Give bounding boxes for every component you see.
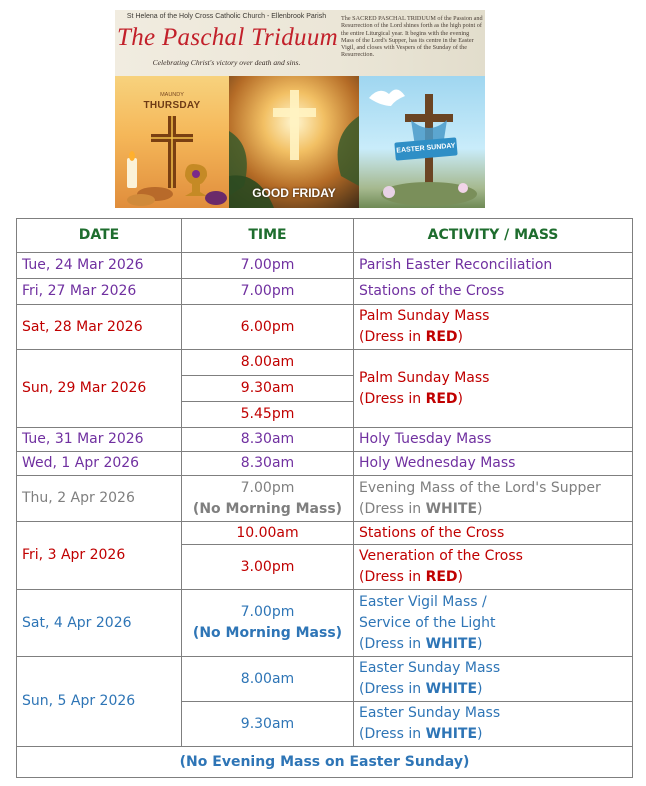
date-cell: Wed, 1 Apr 2026 bbox=[17, 452, 182, 476]
time-cell: 3.00pm bbox=[182, 545, 354, 590]
good-friday-image bbox=[229, 76, 359, 208]
activity-label: Palm Sunday Mass bbox=[359, 308, 490, 324]
time-cell: 8.00am bbox=[182, 657, 354, 702]
dress-suffix: ) bbox=[477, 681, 483, 697]
maundy-thursday-image bbox=[115, 76, 229, 208]
dress-color: RED bbox=[425, 390, 458, 407]
date-column-header: DATE bbox=[17, 219, 182, 253]
activity-cell: Holy Tuesday Mass bbox=[354, 428, 633, 452]
dress-suffix: ) bbox=[457, 569, 463, 585]
dress-suffix: ) bbox=[477, 726, 483, 742]
dress-prefix: (Dress in bbox=[359, 635, 426, 652]
activity-cell: Stations of the Cross bbox=[354, 522, 633, 545]
no-evening-mass-note: (No Evening Mass on Easter Sunday) bbox=[17, 747, 633, 778]
activity-label: Easter Sunday Mass bbox=[359, 705, 501, 721]
time-cell: 9.30am bbox=[182, 376, 354, 402]
table-row bbox=[17, 428, 633, 452]
easter-sunday-image bbox=[359, 76, 485, 208]
time-cell: 7.00pm bbox=[182, 279, 354, 305]
activity-label: Service of the Light bbox=[359, 614, 496, 631]
activity-label: Evening Mass of the Lord's Supper bbox=[359, 479, 601, 496]
dress-color: WHITE bbox=[425, 726, 478, 742]
activity-cell bbox=[354, 657, 633, 702]
maundy-thursday-label: THURSDAY bbox=[143, 100, 201, 111]
dress-prefix: (Dress in bbox=[359, 500, 426, 517]
banner-tagline: Celebrating Christ's victory over death and sins. bbox=[152, 58, 301, 67]
banner-title: The Paschal Triduum bbox=[117, 24, 338, 51]
activity-cell bbox=[354, 476, 633, 522]
activity-cell bbox=[354, 305, 633, 350]
dress-color: WHITE bbox=[425, 635, 478, 652]
table-row bbox=[17, 279, 633, 305]
activity-label: Veneration of the Cross bbox=[359, 548, 523, 564]
dress-suffix: ) bbox=[477, 500, 483, 517]
table-row bbox=[17, 476, 633, 522]
time-note: (No Morning Mass) bbox=[192, 500, 343, 517]
time-note: (No Morning Mass) bbox=[192, 625, 343, 641]
time-cell: 10.00am bbox=[182, 522, 354, 545]
dress-color: WHITE bbox=[425, 681, 478, 697]
good-friday-label: GOOD FRIDAY bbox=[252, 186, 336, 200]
table-row bbox=[17, 350, 633, 376]
maundy-small-label: MAUNDY bbox=[160, 92, 184, 98]
cross-and-chalice-icon bbox=[115, 76, 229, 208]
table-row bbox=[17, 522, 633, 545]
time-value: 7.00pm bbox=[240, 479, 295, 496]
table-row bbox=[17, 590, 633, 657]
time-cell: 8.00am bbox=[182, 350, 354, 376]
banner-header bbox=[115, 10, 485, 76]
paschal-triduum-banner bbox=[115, 10, 485, 208]
activity-cell: Holy Wednesday Mass bbox=[354, 452, 633, 476]
time-cell: 6.00pm bbox=[182, 305, 354, 350]
activity-cell bbox=[354, 350, 633, 428]
activity-column-header: ACTIVITY / MASS bbox=[354, 219, 633, 253]
date-cell: Sat, 4 Apr 2026 bbox=[17, 590, 182, 657]
easter-schedule-table bbox=[16, 218, 633, 778]
table-row bbox=[17, 253, 633, 279]
dress-prefix: (Dress in bbox=[359, 681, 426, 697]
table-row bbox=[17, 305, 633, 350]
activity-label: Easter Sunday Mass bbox=[359, 660, 501, 676]
time-value: 7.00pm bbox=[240, 604, 295, 620]
dress-suffix: ) bbox=[457, 329, 463, 345]
date-cell: Fri, 27 Mar 2026 bbox=[17, 279, 182, 305]
date-cell: Sat, 28 Mar 2026 bbox=[17, 305, 182, 350]
banner-intro-text: The SACRED PASCHAL TRIDUUM of the Passion and Resurrection of the Lord shines forth as the high point of the entire Liturgical year. It begins with the evening Mass of the Lord's Supper, has its centre in the Easter Vigil, and closes with Vespers of the Sunday of the Resurrection. bbox=[341, 15, 483, 59]
dress-suffix: ) bbox=[477, 635, 483, 652]
activity-cell bbox=[354, 702, 633, 747]
time-cell bbox=[182, 590, 354, 657]
time-cell bbox=[182, 476, 354, 522]
table-row bbox=[17, 452, 633, 476]
dress-prefix: (Dress in bbox=[359, 726, 426, 742]
activity-label: Easter Vigil Mass / bbox=[359, 593, 487, 610]
activity-cell: Stations of the Cross bbox=[354, 279, 633, 305]
activity-label: Palm Sunday Mass bbox=[359, 369, 490, 386]
date-cell: Thu, 2 Apr 2026 bbox=[17, 476, 182, 522]
dress-color: WHITE bbox=[425, 500, 478, 517]
dress-color: RED bbox=[425, 569, 458, 585]
parish-name: St Helena of the Holy Cross Catholic Church - Ellenbrook Parish bbox=[126, 13, 327, 20]
time-column-header: TIME bbox=[182, 219, 354, 253]
dress-suffix: ) bbox=[457, 390, 463, 407]
date-cell: Sun, 29 Mar 2026 bbox=[17, 350, 182, 428]
date-cell: Fri, 3 Apr 2026 bbox=[17, 522, 182, 590]
table-row bbox=[17, 657, 633, 702]
time-cell: 7.00pm bbox=[182, 253, 354, 279]
easter-sunday-sign: EASTER SUNDAY bbox=[394, 137, 457, 160]
table-header-row bbox=[17, 219, 633, 253]
date-cell: Sun, 5 Apr 2026 bbox=[17, 657, 182, 747]
dress-color: RED bbox=[425, 329, 458, 345]
dress-prefix: (Dress in bbox=[359, 390, 426, 407]
time-cell: 8.30am bbox=[182, 428, 354, 452]
time-cell: 9.30am bbox=[182, 702, 354, 747]
time-cell: 8.30am bbox=[182, 452, 354, 476]
date-cell: Tue, 31 Mar 2026 bbox=[17, 428, 182, 452]
table-footer-row bbox=[17, 747, 633, 778]
activity-cell bbox=[354, 590, 633, 657]
dress-prefix: (Dress in bbox=[359, 569, 426, 585]
date-cell: Tue, 24 Mar 2026 bbox=[17, 253, 182, 279]
dress-prefix: (Dress in bbox=[359, 329, 426, 345]
activity-cell bbox=[354, 545, 633, 590]
activity-cell: Parish Easter Reconciliation bbox=[354, 253, 633, 279]
time-cell: 5.45pm bbox=[182, 402, 354, 428]
